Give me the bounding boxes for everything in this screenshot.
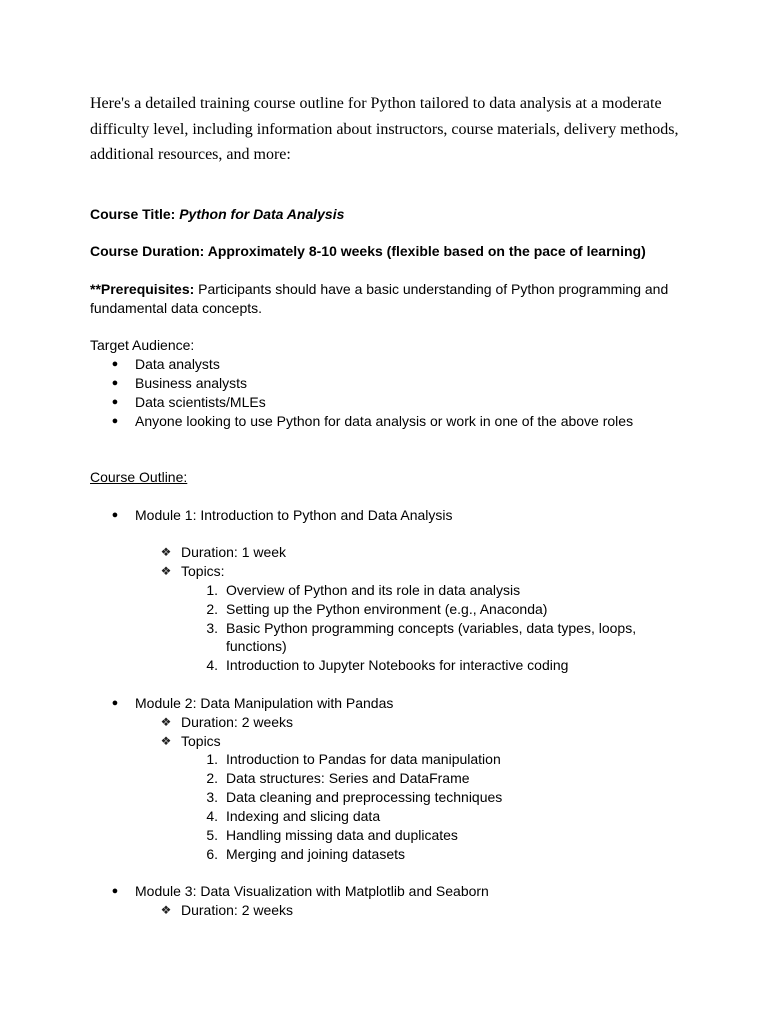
bullet-icon: ● xyxy=(111,377,119,389)
list-item-text: Anyone looking to use Python for data analysis or work in one of the above roles xyxy=(135,413,634,429)
intro-line: Here's a detailed training course outline for Python tailored to data analysis at a moderate xyxy=(90,95,662,112)
topic-number: 1. xyxy=(206,582,218,598)
topic-text: Data structures: Series and DataFrame xyxy=(226,770,470,786)
topic-number: 1. xyxy=(206,751,218,767)
topic-number: 3. xyxy=(206,789,218,805)
prerequisites xyxy=(90,280,668,299)
module-title-text: Module 3: Data Visualization with Matplotlib and Seaborn xyxy=(135,883,489,899)
bullet-icon: ● xyxy=(111,697,119,709)
course-title-label: Course Title: xyxy=(90,206,180,222)
bullet-icon: ● xyxy=(111,509,119,521)
duration-text: Duration: 2 weeks xyxy=(181,902,294,918)
topic-number: 2. xyxy=(206,770,218,786)
topic-item xyxy=(206,826,458,845)
duration-text: Duration: 1 week xyxy=(181,544,287,560)
topic-item xyxy=(206,656,569,675)
intro-paragraph xyxy=(90,91,680,168)
topic-item xyxy=(206,600,548,619)
prerequisites-label: **Prerequisites: xyxy=(90,281,195,297)
topic-text: Introduction to Jupyter Notebooks for interactive coding xyxy=(226,657,569,673)
topic-item xyxy=(206,619,637,638)
bullet-icon: ● xyxy=(111,885,119,897)
topic-item xyxy=(206,788,503,807)
topic-text: Setting up the Python environment (e.g., Anaconda) xyxy=(226,601,548,617)
list-item xyxy=(111,393,266,412)
course-title xyxy=(90,205,344,224)
topic-item-cont: functions) xyxy=(226,638,287,654)
target-audience-heading: Target Audience: xyxy=(90,337,195,353)
intro-line: difficulty level, including information about instructors, course materials, delivery methods, xyxy=(90,120,679,138)
diamond-bullet-icon: ❖ xyxy=(160,734,172,748)
duration-text: Duration: 2 weeks xyxy=(181,714,294,730)
prerequisites-text: Participants should have a basic understanding of Python programming and xyxy=(194,281,669,297)
course-outline-heading: Course Outline: xyxy=(90,469,188,485)
topic-number: 6. xyxy=(206,846,218,862)
bullet-icon: ● xyxy=(111,415,119,427)
module-1-duration xyxy=(160,543,287,562)
topic-number: 4. xyxy=(206,808,218,824)
list-item-text: Data analysts xyxy=(135,356,220,372)
module-title-text: Module 1: Introduction to Python and Data Analysis xyxy=(135,507,453,523)
topic-item xyxy=(206,581,521,600)
topic-text: Merging and joining datasets xyxy=(226,846,406,862)
module-2-title xyxy=(111,694,394,713)
course-duration: Course Duration: Approximately 8-10 weeks (flexible based on the pace of learning) xyxy=(90,243,646,259)
topics-label-text: Topics: xyxy=(181,563,225,579)
module-3-title xyxy=(111,882,489,901)
topics-label-text: Topics xyxy=(181,733,221,749)
diamond-bullet-icon: ❖ xyxy=(160,564,172,578)
diamond-bullet-icon: ❖ xyxy=(160,545,172,559)
topic-text: Introduction to Pandas for data manipulation xyxy=(226,751,501,767)
module-1-title xyxy=(111,506,453,525)
list-item xyxy=(111,374,248,393)
module-1-topics-label xyxy=(160,562,225,581)
intro-line: additional resources, and more: xyxy=(90,146,291,163)
list-item xyxy=(111,412,634,431)
topic-text: Handling missing data and duplicates xyxy=(226,827,458,843)
topic-number: 4. xyxy=(206,657,218,673)
module-title-text: Module 2: Data Manipulation with Pandas xyxy=(135,695,394,711)
module-2-topics-label xyxy=(160,732,221,751)
module-3-duration xyxy=(160,901,294,920)
topic-item xyxy=(206,750,501,769)
list-item-text: Data scientists/MLEs xyxy=(135,394,266,410)
topic-number: 5. xyxy=(206,827,218,843)
diamond-bullet-icon: ❖ xyxy=(160,715,172,729)
list-item-text: Business analysts xyxy=(135,375,248,391)
prerequisites-text-cont: fundamental data concepts. xyxy=(90,300,263,316)
diamond-bullet-icon: ❖ xyxy=(160,903,172,917)
course-title-value: Python for Data Analysis xyxy=(179,206,345,222)
topic-text: Indexing and slicing data xyxy=(226,808,381,824)
list-item xyxy=(111,355,220,374)
bullet-icon: ● xyxy=(111,358,119,370)
topic-number: 2. xyxy=(206,601,218,617)
module-2-duration xyxy=(160,713,294,732)
topic-text: Data cleaning and preprocessing techniques xyxy=(226,789,503,805)
topic-item xyxy=(206,807,381,826)
topic-text: Overview of Python and its role in data analysis xyxy=(226,582,521,598)
topic-item xyxy=(206,845,406,864)
topic-number: 3. xyxy=(206,620,218,636)
topic-item xyxy=(206,769,470,788)
topic-text: Basic Python programming concepts (variables, data types, loops, xyxy=(226,620,637,636)
bullet-icon: ● xyxy=(111,396,119,408)
